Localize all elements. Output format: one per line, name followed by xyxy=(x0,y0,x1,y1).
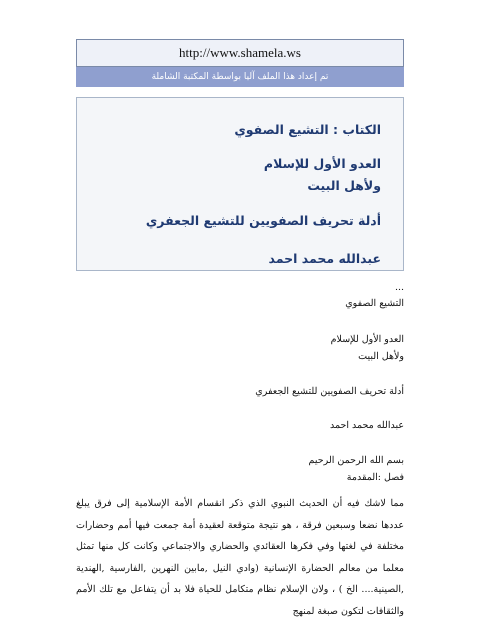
section-heading: فصل :المقدمة xyxy=(346,472,404,483)
body-title: التشيع الصفوي xyxy=(345,298,404,309)
ellipsis: ... xyxy=(394,282,404,293)
body-title-line2: ولأهل البيت xyxy=(358,351,404,362)
cover-subtitle: أدلة تحريف الصفويين للتشيع الجعفري xyxy=(145,213,381,228)
cover-panel xyxy=(76,97,404,271)
generated-note-banner: تم إعداد هذا الملف آليا بواسطة المكتبة الشاملة xyxy=(76,67,404,87)
cover-title-line2: ولأهل البيت xyxy=(307,178,381,193)
cover-book-title: الكتاب : التشيع الصفوي xyxy=(234,122,381,137)
intro-paragraph: مما لاشك فيه أن الحديث النبوي الذي ذكر انقسام الأمة الإسلامية إلى فرق يبلغ عددها نضعا وسبعين فرقة ، هو نتيجة متوقعة لعقيدة أمة جمعت فيها أمم وحضارات مختلفة في لغتها وفي فكرها العقائدي والحضاري والاجتماعي وكانت كل منها تمثل معلما من معالم الحضارة الإنسانية (وادي النيل ,مابين النهرين ,الفارسية ,الهندية ,الصينية.... الخ ) ، ولان الإسلام نظام متكامل للحياة فلا بد أن يتفاعل مع تلك الأمم والثقافات لتكون صبغة لمنهج xyxy=(76,498,404,617)
body-subtitle: أدلة تحريف الصفويين للتشيع الجعفري xyxy=(255,386,404,397)
body-title-line1: العدو الأول للإسلام xyxy=(330,334,404,345)
cover-author: عبدالله محمد احمد xyxy=(268,251,381,266)
site-url[interactable]: http://www.shamela.ws xyxy=(76,39,404,67)
body-author: عبدالله محمد احمد xyxy=(329,420,404,431)
cover-title-line1: العدو الأول للإسلام xyxy=(263,156,381,171)
basmala: بسم الله الرحمن الرحيم xyxy=(308,455,404,466)
